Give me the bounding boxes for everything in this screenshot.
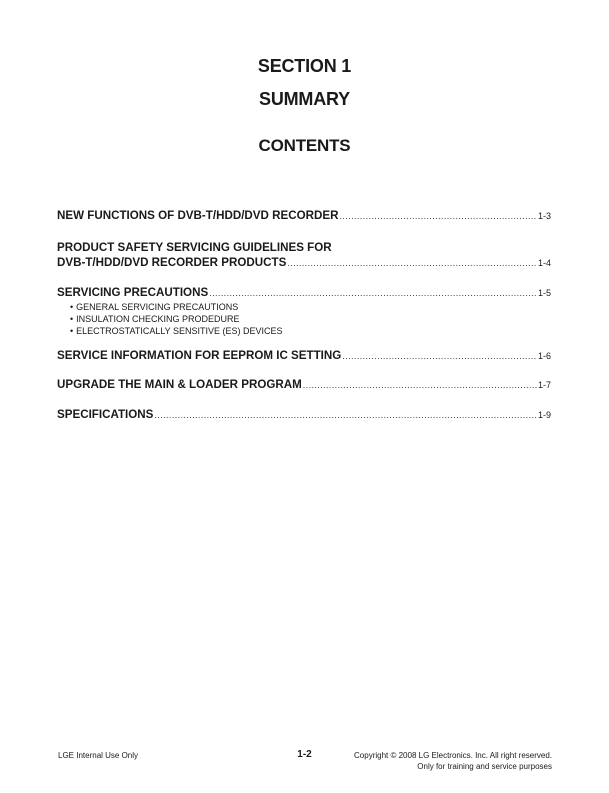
- toc-leader-dots: [154, 408, 537, 423]
- toc-label: NEW FUNCTIONS OF DVB-T/HDD/DVD RECORDER: [57, 209, 339, 222]
- toc-page-number: 1-3: [537, 211, 551, 221]
- footer-copyright: [354, 750, 552, 772]
- toc-leader-dots: [287, 256, 537, 271]
- toc-page-number: 1-6: [537, 351, 551, 361]
- toc-entry-specifications: [57, 407, 551, 423]
- toc-sub-item-label: ELECTROSTATICALLY SENSITIVE (ES) DEVICES: [76, 326, 283, 336]
- bullet-icon: •: [70, 314, 74, 324]
- toc-sub-item: [57, 325, 551, 337]
- toc-line: [57, 407, 551, 423]
- toc-sub-item: [57, 313, 551, 325]
- toc-label: SPECIFICATIONS: [57, 408, 154, 421]
- toc-page-number: 1-7: [537, 380, 551, 390]
- toc-page-number: 1-4: [537, 258, 551, 268]
- toc-line: [57, 208, 551, 224]
- bullet-icon: •: [70, 326, 74, 336]
- toc-page-number: 1-9: [537, 410, 551, 420]
- toc-line: [57, 348, 551, 364]
- bullet-icon: •: [70, 302, 74, 312]
- toc-sub-item: [57, 301, 551, 313]
- toc-entry-upgrade-program: [57, 377, 551, 393]
- toc-page-number: 1-5: [537, 288, 551, 298]
- toc-line: [57, 255, 551, 271]
- toc-leader-dots: [339, 209, 537, 224]
- footer-page-number: 1-2: [297, 749, 312, 760]
- toc-sub-item-label: INSULATION CHECKING PRODEDURE: [76, 314, 240, 324]
- toc-leader-dots: [303, 378, 537, 393]
- toc-line: [57, 285, 551, 301]
- summary-title: SUMMARY: [259, 89, 350, 109]
- toc-entry-product-safety: [57, 240, 551, 271]
- toc-leader-dots: [209, 286, 537, 301]
- toc-line: [57, 377, 551, 393]
- contents-title: CONTENTS: [258, 136, 351, 155]
- toc-sub-item-label: GENERAL SERVICING PRECAUTIONS: [76, 302, 239, 312]
- toc-label: SERVICE INFORMATION FOR EEPROM IC SETTING: [57, 349, 342, 362]
- section-title: SECTION 1: [257, 56, 352, 76]
- toc-label-line-2: DVB-T/HDD/DVD RECORDER PRODUCTS: [57, 256, 287, 269]
- footer-copyright-line-2: Only for training and service purposes: [417, 762, 552, 771]
- footer-copyright-line-1: Copyright © 2008 LG Electronics. Inc. All right reserved.: [354, 751, 552, 760]
- toc-entry-eeprom-setting: [57, 348, 551, 364]
- toc-entry-servicing-precautions: [57, 285, 551, 337]
- toc-entry-new-functions: [57, 208, 551, 224]
- toc-label-line-1: PRODUCT SAFETY SERVICING GUIDELINES FOR: [57, 241, 332, 254]
- footer-internal-use: LGE Internal Use Only: [58, 751, 139, 760]
- toc-label: SERVICING PRECAUTIONS: [57, 286, 209, 299]
- toc-leader-dots: [342, 349, 537, 364]
- toc-label: UPGRADE THE MAIN & LOADER PROGRAM: [57, 378, 302, 391]
